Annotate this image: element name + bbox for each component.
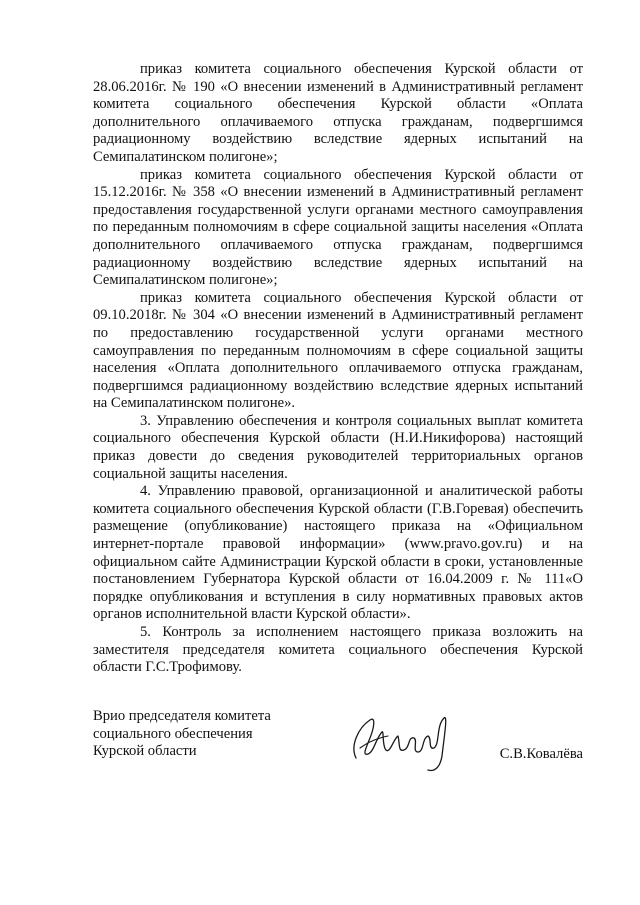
paragraph-item-3: 3. Управлению обеспечения и контроля социальных выплат комитета социального обеспечения Курской области (Н.И.Никифорова) настоящий приказ довести до сведения руководителей территориальных органов социальной защиты населения. xyxy=(93,412,583,482)
paragraph-item-5: 5. Контроль за исполнением настоящего приказа возложить на заместителя председателя комитета социального обеспечения Курской области Г.С.Трофимову. xyxy=(93,624,583,676)
signatory-name: С.В.Ковалёва xyxy=(499,746,583,762)
paragraph-order-358: приказ комитета социального обеспечения Курской области от 15.12.2016г. № 358 «О внесении изменений в Административный регламент предоставления государственной услуги органами местного самоуправления по переданным полномочиям в сфере социальной защиты населения «Оплата дополнительного оплачиваемого отпуска гражданам, подвергшимся радиационному воздействию вследствие ядерных испытаний на Семипалатинском полигоне»; xyxy=(93,166,583,289)
paragraph-item-4: 4. Управлению правовой, организационной и аналитической работы комитета социального обеспечения Курской области (Г.В.Горевая) обеспечить размещение (опубликование) настоящего приказа на «Официальном интернет-портале правовой информации» (www.pravo.gov.ru) и на официальном сайте Администрации Курской области в сроки, установленные постановлением Губернатора Курской области от 16.04.2009 г. № 111«О порядке опубликования и вступления в силу нормативных правовых актов органов исполнительной власти Курской области». xyxy=(93,483,583,623)
document-body xyxy=(93,61,583,677)
signature-block xyxy=(93,708,583,788)
handwritten-signature xyxy=(348,708,463,778)
signatory-title-line: Врио председателя комитета xyxy=(93,708,271,724)
paragraph-order-190: приказ комитета социального обеспечения Курской области от 28.06.2016г. № 190 «О внесении изменений в Административный регламент комитета социального обеспечения Курской области «Оплата дополнительного оплачиваемого отпуска гражданам, подвергшимся радиационному воздействию вследствие ядерных испытаний на Семипалатинском полигоне»; xyxy=(93,61,583,165)
signatory-title xyxy=(93,708,271,761)
paragraph-order-304: приказ комитета социального обеспечения Курской области от 09.10.2018г. № 304 «О внесении изменений в Административный регламент по предоставлению государственной услуги органами местного самоуправления по переданным полномочиям в сфере социальной защиты населения «Оплата дополнительного оплачиваемого отпуска гражданам, подвергшимся радиационному воздействию вследствие ядерных испытаний на Семипалатинском полигоне». xyxy=(93,289,583,412)
signatory-title-line: социального обеспечения xyxy=(93,725,253,742)
signatory-title-line: Курской области xyxy=(93,743,197,760)
